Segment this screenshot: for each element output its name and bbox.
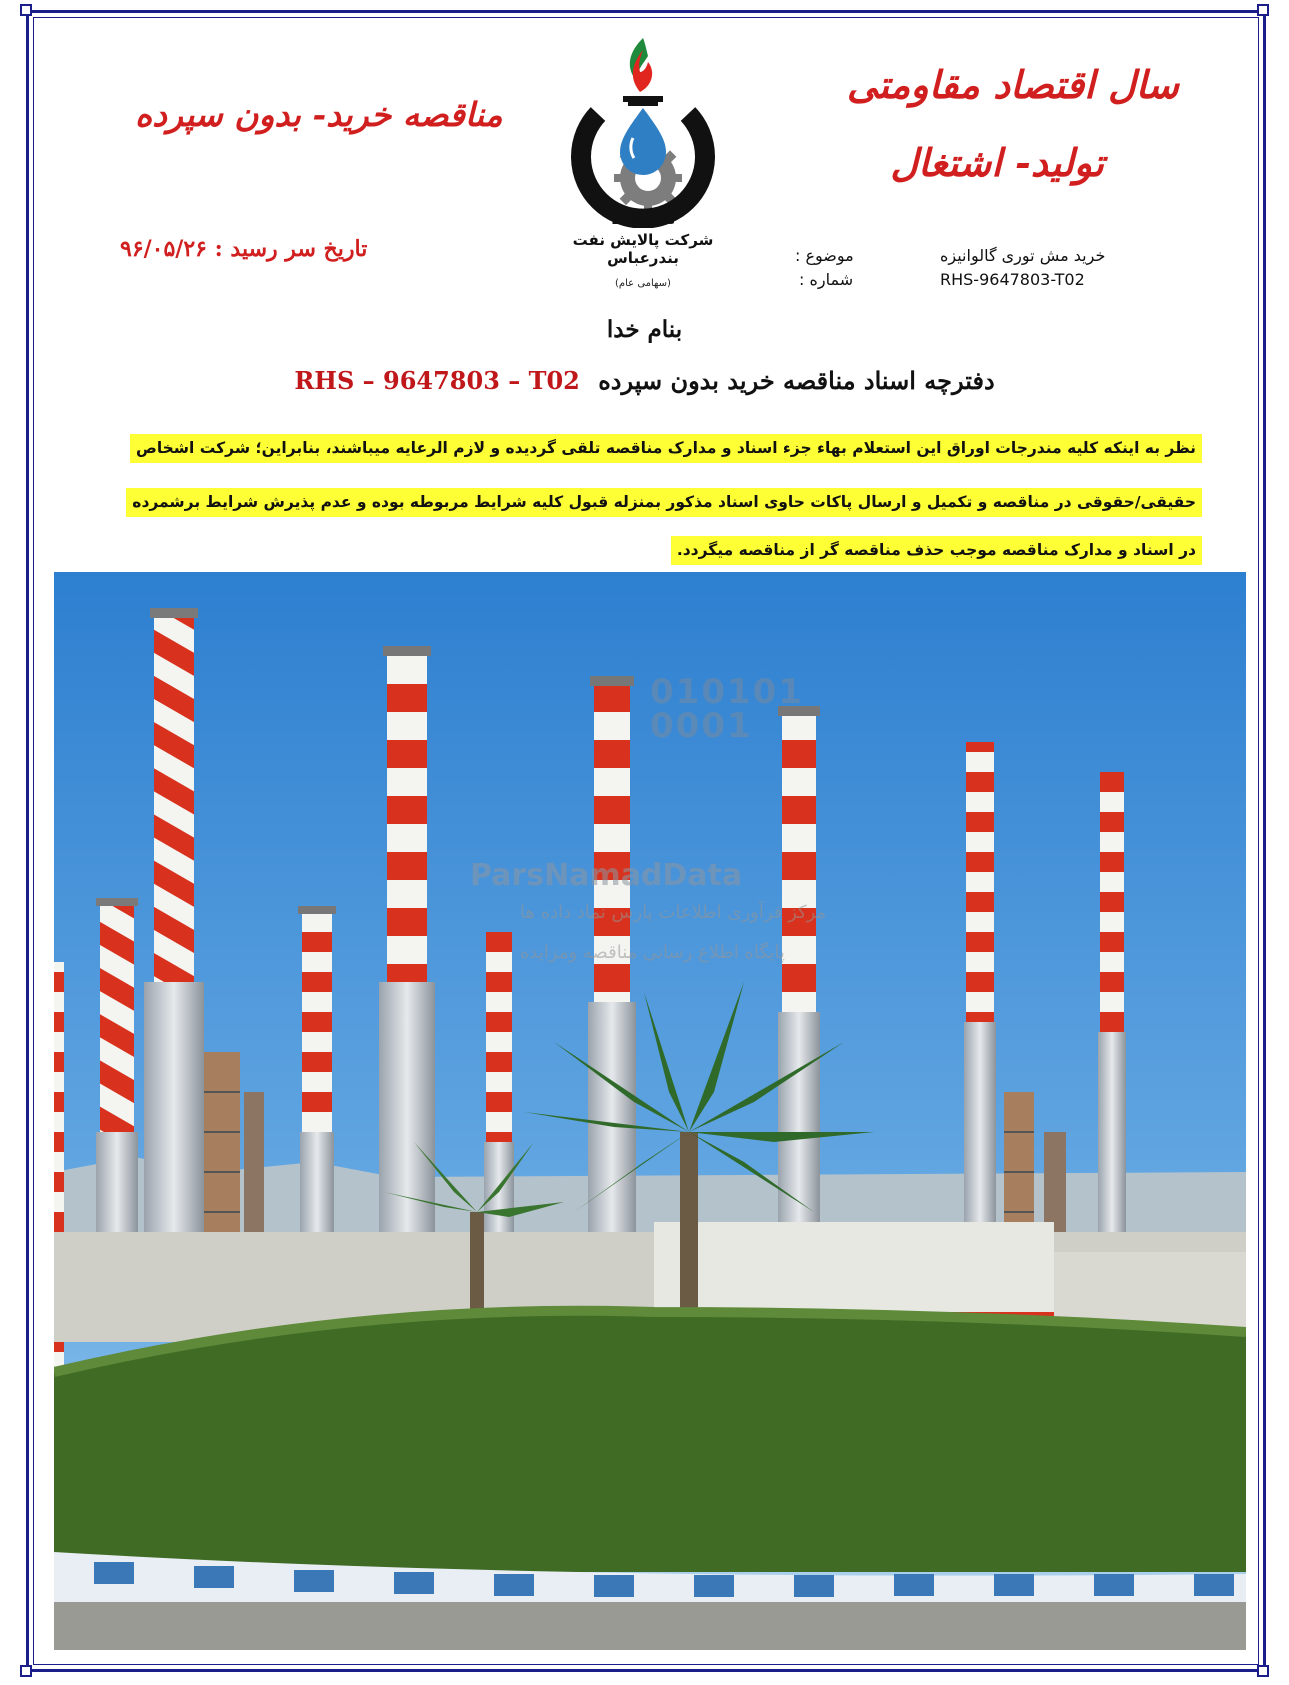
document-title-code: RHS – 9647803 – T02 (294, 366, 580, 395)
logo-emblem-icon (568, 28, 718, 228)
tender-type: مناقصه خرید- بدون سپرده (135, 95, 503, 134)
subject-value: خرید مش توری گالوانیزه (940, 246, 1106, 265)
deadline-date: تاریخ سر رسید : ۹۶/۰۵/۲۶ (120, 236, 368, 262)
svg-text:B.O.R.C: B.O.R.C (611, 210, 675, 228)
border-corner (1257, 4, 1269, 16)
watermark-digits: 0001 (650, 706, 753, 746)
border-corner (20, 1665, 32, 1677)
subject-label: موضوع : (795, 246, 854, 265)
document-title (0, 366, 1289, 395)
border-corner (1257, 1665, 1269, 1677)
number-label: شماره : (799, 270, 854, 289)
watermark-brand: ParsNamadData (470, 858, 743, 893)
company-logo (568, 28, 718, 296)
slogan-economy: سال اقتصاد مقاومتی (846, 62, 1179, 107)
watermark-line: پایگاه اطلاع رسانی مناقصه ومزایده (520, 942, 785, 963)
notice-line: نظر به اینکه کلیه مندرجات اوراق این استعلام بهاء جزء اسناد و مدارک مناقصه تلقی گردیده و لازم الرعایه میباشند، بنابراین؛ شرکت اشخاص (130, 434, 1202, 463)
number-value: RHS-9647803-T02 (940, 270, 1085, 289)
document-title-text: دفترچه اسناد مناقصه خرید بدون سپرده (598, 366, 995, 395)
company-name: شرکت پالایش نفت بندرعباس (572, 231, 714, 267)
basmala-heading: بنام خدا (606, 316, 683, 343)
watermark-line: مرکز فرآوری اطلاعات پارس نماد داده ها (520, 902, 827, 923)
slogan-production: تولید- اشتغال (890, 140, 1104, 185)
watermark-digits: 010101 (650, 672, 804, 712)
border-corner (20, 4, 32, 16)
company-type: (سهامی عام) (615, 278, 671, 289)
notice-line: در اسناد و مدارک مناقصه موجب حذف مناقصه گر از مناقصه میگردد. (671, 536, 1202, 565)
notice-line: حقیقی/حقوقی در مناقصه و تکمیل و ارسال پاکات حاوی اسناد مذکور بمنزله قبول کلیه شرایط مربوطه بوده و عدم پذیرش شرایط برشمرده (126, 488, 1202, 517)
